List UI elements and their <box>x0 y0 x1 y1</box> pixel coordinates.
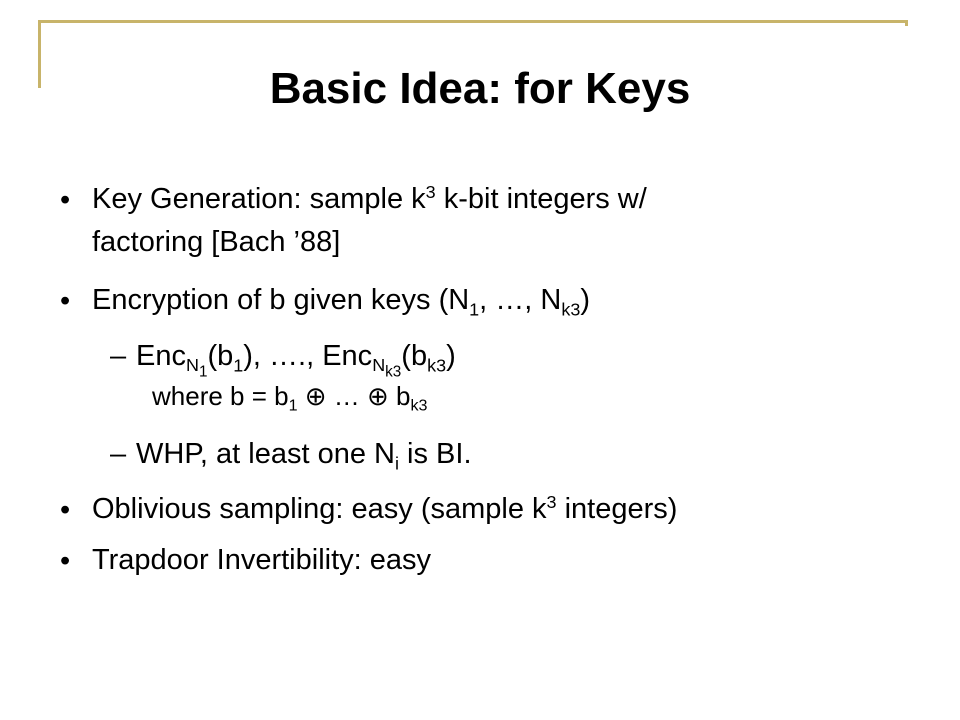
subscript: i <box>394 453 399 474</box>
text-run: k-bit integers w/ <box>435 183 647 215</box>
subscript-N: N <box>372 355 386 376</box>
text-run: WHP, at least one N <box>136 438 395 470</box>
subscript: 1 <box>233 355 244 376</box>
sub-bullet-encryption-formula <box>136 339 456 381</box>
subscript: k3 <box>561 299 581 320</box>
bullet-oblivious-sampling <box>92 492 677 526</box>
bullet-marker: • <box>60 494 71 526</box>
sub-bullet-whp <box>136 437 472 474</box>
bullet-key-generation-line1 <box>92 182 647 216</box>
subscript: 1 <box>469 299 480 320</box>
subscript-N: N <box>185 355 199 376</box>
subscript: k3 <box>427 355 447 376</box>
text-run: , …, N <box>479 284 562 316</box>
text-run: Encryption of b given keys (N <box>92 284 470 316</box>
bullet-marker: • <box>60 545 71 577</box>
subscript <box>185 355 208 381</box>
text-run: where b = b <box>152 381 289 411</box>
bullet-marker: • <box>60 285 71 317</box>
sub-bullet-dash: – <box>110 438 127 470</box>
superscript: 3 <box>425 182 436 203</box>
superscript: 3 <box>546 492 557 513</box>
bullet-encryption <box>92 283 590 320</box>
text-run: ) <box>580 284 590 316</box>
nested-subscript: k3 <box>385 363 402 381</box>
text-run: is BI. <box>398 438 472 470</box>
subscript <box>372 355 402 381</box>
text-run: ), …., Enc <box>243 340 373 372</box>
text-run: ) <box>446 340 456 372</box>
text-run: integers) <box>556 493 678 525</box>
text-run: (b <box>401 340 428 372</box>
sub-bullet-where-clause <box>152 379 428 413</box>
text-run: Enc <box>136 340 186 372</box>
subscript: k3 <box>410 396 428 415</box>
nested-subscript: 1 <box>198 363 208 381</box>
decorative-corner-bar-horizontal <box>38 20 908 23</box>
text-run: (b <box>207 340 234 372</box>
bullet-key-generation-line2: factoring [Bach ’88] <box>92 226 341 258</box>
text-run: Oblivious sampling: easy (sample k <box>92 493 547 525</box>
slide-title: Basic Idea: for Keys <box>269 64 691 113</box>
subscript: 1 <box>288 396 298 415</box>
sub-bullet-dash: – <box>110 340 127 372</box>
bullet-trapdoor-invertibility: Trapdoor Invertibility: easy <box>92 544 432 576</box>
text-run: ⊕ … ⊕ b <box>297 381 411 411</box>
text-run: Key Generation: sample k <box>92 183 426 215</box>
bullet-marker: • <box>60 184 71 216</box>
decorative-corner-bar-end <box>905 20 908 26</box>
